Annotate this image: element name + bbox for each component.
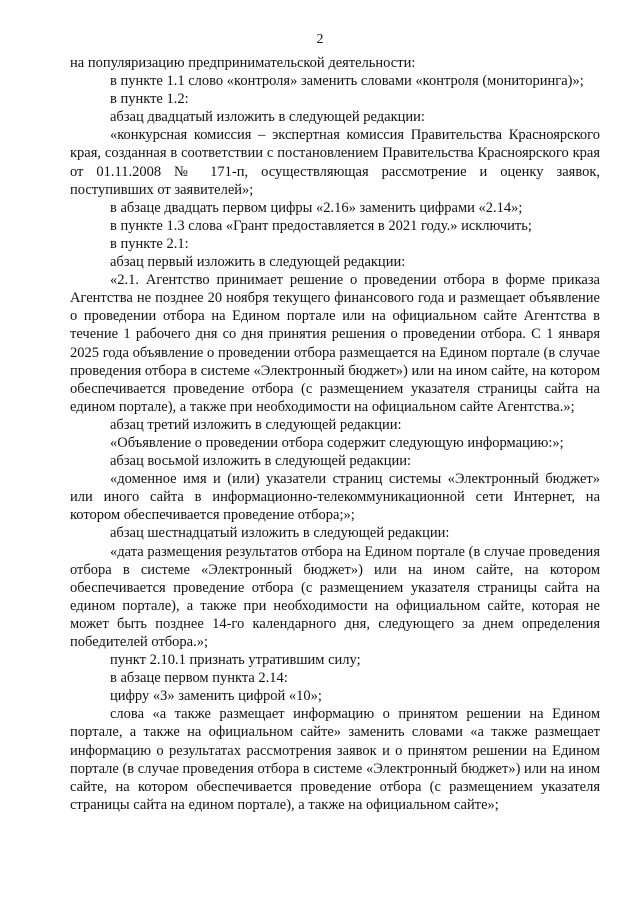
paragraph: цифру «3» заменить цифрой «10»; — [110, 688, 322, 705]
paragraph: пункт 2.10.1 признать утратившим силу; — [110, 652, 361, 669]
document-body — [70, 54, 600, 814]
paragraph: «2.1. Агентство принимает решение о проведении отбора в форме приказа Агентства не позднее 20 ноября текущего финансового года и размещает объявление о проведении отбора на Едином портале или на официальном сайте Агентства в течение 1 рабочего дня со дня принятия решения о проведении отбора. С 1 января 2025 года объявление о проведении отбора размещается на Едином портале (в случае проведения отбора в системе «Электронный бюджет») или на ином сайте, на котором обеспечивается проведение отбора (с размещением указателя страницы сайта на едином портале), а также при необходимости на официальном сайте Агентства.»; — [70, 272, 600, 415]
paragraph: абзац шестнадцатый изложить в следующей редакции: — [110, 525, 450, 542]
paragraph: в пункте 2.1: — [110, 235, 189, 252]
paragraph: в пункте 1.1 слово «контроля» заменить словами «контроля (мониторинга)»; — [110, 73, 584, 90]
paragraph: «дата размещения результатов отбора на Едином портале (в случае проведения отбора в системе «Электронный бюджет») или на ином сайте, на котором обеспечивается проведение отбора (с размещением указателя страницы сайта на едином портале), а также при необходимости на официальном сайте, которая не может быть позднее 14-го календарного дня, следующего за днем определения победителей отбора.»; — [70, 543, 600, 650]
paragraph: абзац двадцатый изложить в следующей редакции: — [110, 109, 425, 126]
paragraph: слова «а также размещает информацию о принятом решении на Едином портале, а также на официальном сайте» заменить словами «а также размещает информацию о результатах рассмотрения заявок и о принятом решении на Едином портале (в случае проведения отбора в системе «Электронный бюджет») или на ином сайте, на котором обеспечивается проведение отбора (с размещением указателя страницы сайта на едином портале), а также на официальном сайте»; — [70, 706, 600, 813]
paragraph: абзац первый изложить в следующей редакции: — [110, 254, 406, 271]
paragraph: в пункте 1.3 слова «Грант предоставляется в 2021 году.» исключить; — [110, 217, 532, 234]
paragraph: абзац восьмой изложить в следующей редакции: — [110, 453, 412, 470]
paragraph: «Объявление о проведении отбора содержит следующую информацию:»; — [110, 434, 564, 451]
page-number: 2 — [316, 32, 324, 47]
paragraph: абзац третий изложить в следующей редакции: — [110, 416, 402, 433]
paragraph: в пункте 1.2: — [110, 91, 189, 108]
paragraph: на популяризацию предпринимательской деятельности: — [70, 55, 416, 71]
paragraph: «доменное имя и (или) указатели страниц системы «Электронный бюджет» или иного сайта в информационно-телекоммуникационной сети Интернет, на котором обеспечивается проведение отбора;»; — [70, 471, 600, 524]
paragraph: в абзаце первом пункта 2.14: — [110, 670, 288, 687]
paragraph: в абзаце двадцать первом цифры «2.16» заменить цифрами «2.14»; — [110, 199, 523, 216]
paragraph: «конкурсная комиссия – экспертная комиссия Правительства Красноярского края, созданная в соответствии с постановлением Правительства Красноярского края от 01.11.2008 № 171-п, осуществляющая рассмотрение и оценку заявок, поступивших от заявителей»; — [70, 127, 600, 198]
